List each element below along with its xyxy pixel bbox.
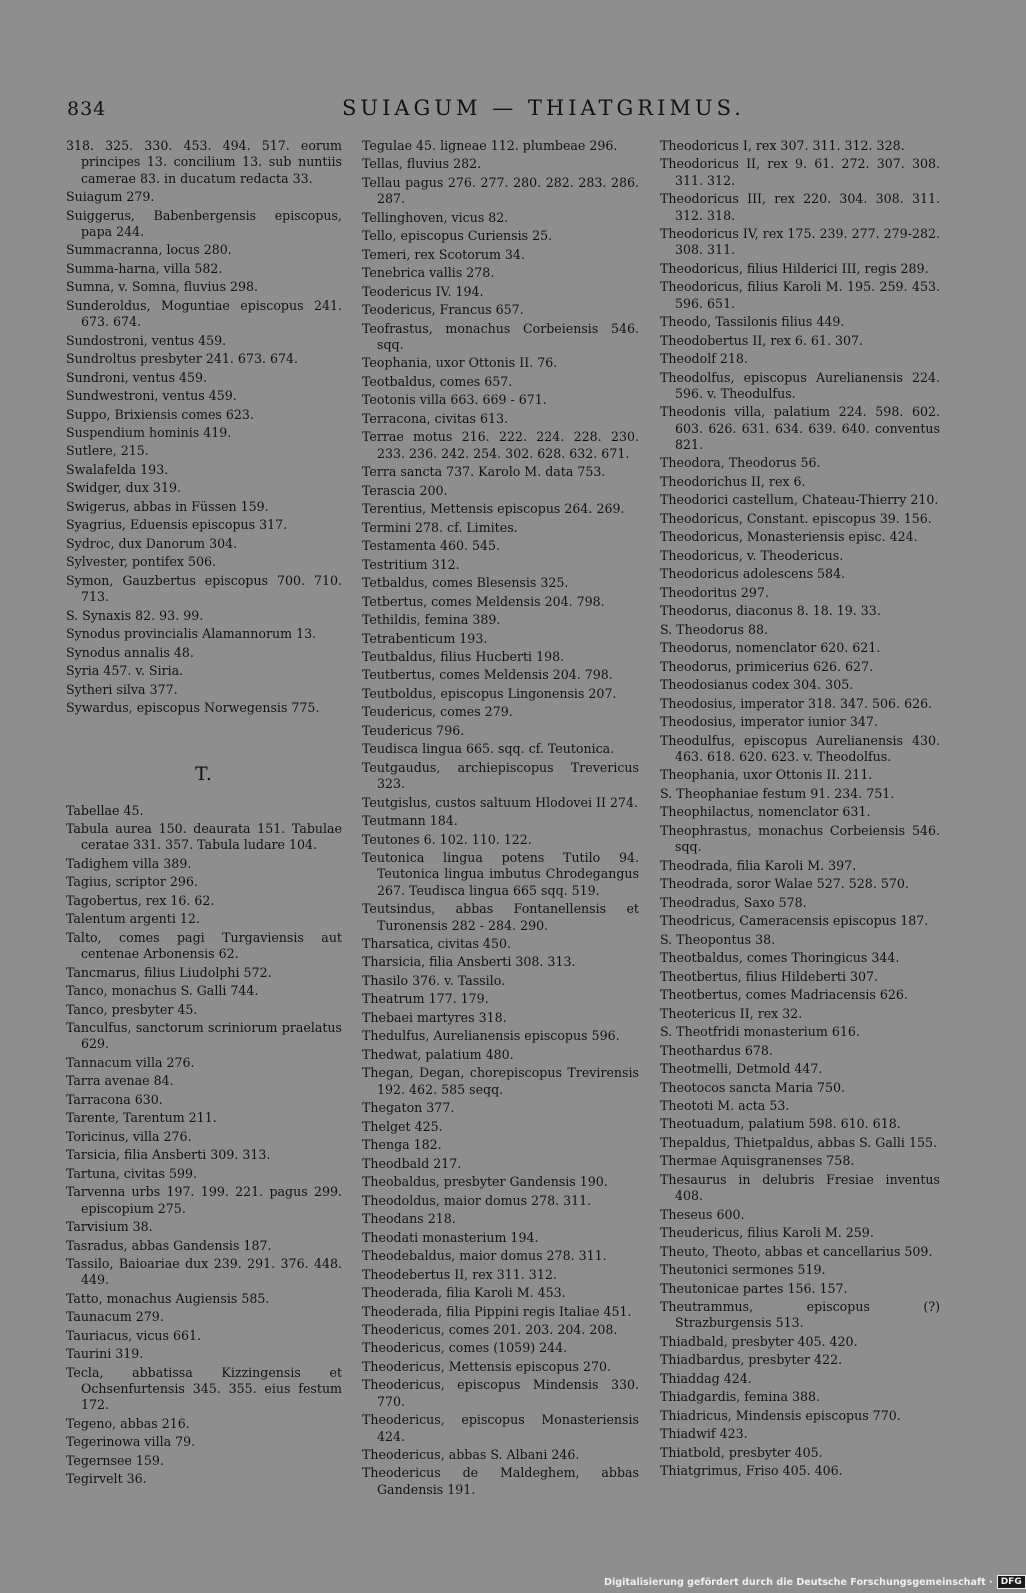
index-entry: Thiadgardis, femina 388.	[660, 1389, 821, 1405]
index-entry: Theodericus, episcopus Monasteriensis 424.	[362, 1412, 639, 1444]
index-entry: Tecla, abbatissa Kizzingensis et Ochsenfurtensis 345. 355. eius festum 172.	[66, 1364, 342, 1413]
index-entry: Theodebertus II, rex 311. 312.	[362, 1266, 557, 1282]
index-entry: Tegeno, abbas 216.	[66, 1415, 190, 1431]
index-entry: Theodrada, soror Walae 527. 528. 570.	[660, 876, 909, 892]
index-entry: Thermae Aquisgranenses 758.	[660, 1153, 855, 1169]
index-entry: Theodora, Theodorus 56.	[660, 455, 821, 471]
index-entry: Thedulfus, Aurelianensis episcopus 596.	[362, 1028, 620, 1044]
index-entry: Thegaton 377.	[362, 1100, 455, 1116]
index-entry: Teophania, uxor Ottonis II. 76.	[362, 355, 558, 371]
index-entry: Theodericus, comes 201. 203. 204. 208.	[362, 1321, 618, 1337]
index-entry: Thesaurus in delubris Fresiae inventus 408.	[660, 1171, 940, 1204]
footer-credit: Digitalisierung gefördert durch die Deutsche Forschungsgemeinschaft ·	[604, 1576, 993, 1588]
index-entry: Theodoritus 297.	[660, 584, 769, 600]
index-entry: Talto, comes pagi Turgaviensis aut centenae Arbonensis 62.	[66, 929, 342, 962]
index-entry: Theutonici sermones 519.	[660, 1262, 826, 1278]
index-entry: Teutbaldus, filius Hucberti 198.	[362, 649, 565, 664]
index-entry: Teutsindus, abbas Fontanellensis et Turonensis 282 - 284. 290.	[362, 901, 639, 933]
index-entry: Theotocos sancta Maria 750.	[660, 1079, 846, 1095]
index-entry: Sylvester, pontifex 506.	[66, 554, 217, 570]
index-entry: Theodoricus I, rex 307. 311. 312. 328.	[660, 138, 905, 153]
index-entry: Theophania, uxor Ottonis II. 211.	[660, 767, 873, 783]
index-entry: Sundostroni, ventus 459.	[66, 332, 227, 348]
index-entry: Theodoricus, filius Karoli M. 195. 259. 453. 596. 651.	[660, 279, 940, 311]
index-entry: Theutonicae partes 156. 157.	[660, 1280, 848, 1296]
index-entry: Theatrum 177. 179.	[362, 991, 489, 1007]
index-entry: Tegulae 45. ligneae 112. plumbeae 296.	[362, 138, 618, 153]
index-entry: S. Theophaniae festum 91. 234. 751.	[660, 785, 895, 801]
index-entry: 318. 325. 330. 453. 494. 517. eorum principes 13. concilium 13. sub nuntiis camerae 83. in ducatum redacta 33.	[66, 138, 342, 186]
index-entry: Teotbaldus, comes 657.	[362, 373, 513, 389]
index-entry: Theophrastus, monachus Corbeiensis 546. sqq.	[660, 822, 940, 855]
index-entry: Tabula aurea 150. deaurata 151. Tabulae ceratae 331. 357. Tabula ludare 104.	[66, 821, 342, 853]
index-entry: Theotmelli, Detmold 447.	[660, 1061, 823, 1077]
index-entry: Teutboldus, episcopus Lingonensis 207.	[362, 685, 617, 701]
index-entry: Teofrastus, monachus Corbeiensis 546. sqq.	[362, 320, 639, 352]
index-entry: Theodolf 218.	[660, 351, 748, 367]
index-entry: Teodericus, Francus 657.	[362, 302, 524, 318]
index-entry: Sytheri silva 377.	[66, 681, 178, 697]
index-entry: Thiaddag 424.	[660, 1370, 752, 1386]
index-entry: Tartuna, civitas 599.	[66, 1165, 198, 1181]
index-entry: Theodericus, comes (1059) 244.	[362, 1340, 568, 1356]
index-entry: Theodoricus IV, rex 175. 239. 277. 279-282. 308. 311.	[660, 226, 940, 258]
index-entry: Teutmann 184.	[362, 813, 458, 829]
index-entry: Tetbaldus, comes Blesensis 325.	[362, 575, 569, 591]
index-entry: Theotbertus, comes Madriacensis 626.	[660, 987, 908, 1003]
index-entry: Tanco, monachus S. Galli 744.	[66, 983, 259, 999]
index-entry: Theseus 600.	[660, 1206, 745, 1222]
index-column-1	[66, 138, 342, 1490]
index-entry: Tetrabenticum 193.	[362, 630, 488, 646]
index-entry: Testritium 312.	[362, 556, 460, 572]
index-entry: Synodus annalis 48.	[66, 644, 194, 660]
index-entry: Tharsatica, civitas 450.	[362, 936, 511, 951]
index-entry: Termini 278. cf. Limites.	[362, 519, 518, 535]
index-entry: Tello, episcopus Curiensis 25.	[362, 228, 553, 244]
index-entries-t	[66, 803, 342, 1488]
index-entry: Theodulfus, episcopus Aurelianensis 430. 463. 618. 620. 623. v. Theodolfus.	[660, 732, 940, 764]
index-entry: Teutbertus, comes Meldensis 204. 798.	[362, 667, 613, 683]
index-entry: Theodrada, filia Karoli M. 397.	[660, 857, 857, 873]
index-entry: Tatto, monachus Augiensis 585.	[66, 1290, 270, 1306]
index-entry: Talentum argenti 12.	[66, 911, 200, 927]
index-entry: Theodorus, nomenclator 620. 621.	[660, 640, 881, 656]
index-entry: Theodricus, Cameracensis episcopus 187.	[660, 913, 929, 929]
index-entry: Theoderada, filia Pippini regis Italiae 451.	[362, 1303, 632, 1319]
index-entry: Theotuadum, palatium 598. 610. 618.	[660, 1116, 901, 1132]
index-entry: Syagrius, Eduensis episcopus 317.	[66, 517, 288, 533]
index-entry: Teutgislus, custos saltuum Hlodovei II 274.	[362, 794, 638, 810]
index-entry: Thiatbold, presbyter 405.	[660, 1444, 823, 1460]
index-entry: Teutonica lingua potens Tutilo 94. Teutonica lingua imbutus Chrodegangus 267. Teudisca lingua 665 sqq. 519.	[362, 850, 639, 898]
index-entry: Theodoricus, Constant. episcopus 39. 156.	[660, 510, 932, 526]
index-entry: Theoderada, filia Karoli M. 453.	[362, 1285, 566, 1301]
index-entry: Tadighem villa 389.	[66, 855, 192, 871]
page-number: 834	[67, 98, 107, 120]
index-entry: Suiagum 279.	[66, 189, 155, 205]
index-entry: Thiadricus, Mindensis episcopus 770.	[660, 1407, 901, 1423]
index-entry: Theotbaldus, comes Thoringicus 344.	[660, 950, 900, 966]
index-entry: S. Theopontus 38.	[660, 931, 776, 947]
index-entry: Thasilo 376. v. Tassilo.	[362, 972, 506, 988]
index-entries	[362, 138, 639, 1498]
index-entry: Theodosianus codex 304. 305.	[660, 677, 854, 693]
index-entry: Tarvenna urbs 197. 199. 221. pagus 299. episcopium 275.	[66, 1184, 342, 1216]
index-entry: S. Synaxis 82. 93. 99.	[66, 607, 204, 623]
index-entry: Tagobertus, rex 16. 62.	[66, 892, 215, 908]
index-entry: Theotbertus, filius Hildeberti 307.	[660, 968, 879, 984]
index-entry: Theodonis villa, palatium 224. 598. 602. 603. 626. 631. 634. 639. 640. conventus 821.	[660, 404, 940, 452]
index-entry: Thedwat, palatium 480.	[362, 1046, 514, 1062]
index-entry: Thelget 425.	[362, 1118, 443, 1134]
index-entry: Theodoricus II, rex 9. 61. 272. 307. 308. 311. 312.	[660, 156, 940, 188]
index-entry: S. Theodorus 88.	[660, 621, 768, 637]
index-entry: Thiadbardus, presbyter 422.	[660, 1352, 843, 1368]
index-entry: Theutrammus, episcopus (?) Strazburgensis 513.	[660, 1299, 940, 1331]
index-entry: Theodorus, primicerius 626. 627.	[660, 658, 874, 674]
index-entry: Tellinghoven, vicus 82.	[362, 209, 509, 225]
index-entry: Tancmarus, filius Liudolphi 572.	[66, 964, 272, 980]
index-entry: Tegerinowa villa 79.	[66, 1434, 196, 1450]
index-entry: Sutlere, 215.	[66, 443, 149, 459]
index-entry: Thiadwif 423.	[660, 1426, 748, 1442]
index-entry: Teutgaudus, archiepiscopus Trevericus 323.	[362, 759, 639, 792]
index-entry: Theodobertus II, rex 6. 61. 307.	[660, 332, 863, 348]
index-entry: Theotericus II, rex 32.	[660, 1005, 803, 1021]
index-entry: Theodoricus, v. Theodericus.	[660, 547, 844, 563]
index-entry: Tassilo, Baioariae dux 239. 291. 376. 448. 449.	[66, 1256, 342, 1288]
index-entry: Terra sancta 737. Karolo M. data 753.	[362, 464, 606, 480]
index-entry: Thiadbald, presbyter 405. 420.	[660, 1333, 858, 1349]
index-entry: Theodbald 217.	[362, 1155, 462, 1171]
index-entry: Suiggerus, Babenbergensis episcopus, papa 244.	[66, 207, 342, 239]
index-entry: Terrae motus 216. 222. 224. 228. 230. 233. 236. 242. 254. 302. 628. 632. 671.	[362, 429, 639, 461]
index-entry: Synodus provincialis Alamannorum 13.	[66, 626, 317, 642]
index-entry: Symon, Gauzbertus episcopus 700. 710. 713.	[66, 572, 342, 605]
index-entry: Thenga 182.	[362, 1137, 442, 1153]
index-column-2	[362, 138, 639, 1500]
index-column-3	[660, 138, 940, 1482]
index-entry: Tarsicia, filia Ansberti 309. 313.	[66, 1147, 271, 1163]
index-entry: Thebaei martyres 318.	[362, 1009, 507, 1025]
index-entry: Thegan, Degan, chorepiscopus Trevirensis 192. 462. 585 seqq.	[362, 1065, 639, 1097]
footer	[604, 1575, 1026, 1589]
index-entry: Sundroni, ventus 459.	[66, 369, 208, 385]
index-entry: Tellau pagus 276. 277. 280. 282. 283. 286. 287.	[362, 174, 639, 207]
index-entry: Tetbertus, comes Meldensis 204. 798.	[362, 593, 605, 609]
index-entry: Tegernsee 159.	[66, 1452, 164, 1468]
index-entry: Sundroltus presbyter 241. 673. 674.	[66, 351, 299, 367]
index-entry: Theudericus, filius Karoli M. 259.	[660, 1225, 874, 1241]
index-entry: Theodolfus, episcopus Aurelianensis 224. 596. v. Theodulfus.	[660, 369, 940, 401]
index-entry: Theophilactus, nomenclator 631.	[660, 804, 871, 820]
index-entry: Suppo, Brixiensis comes 623.	[66, 406, 254, 422]
index-entry: Sumna, v. Somna, fluvius 298.	[66, 279, 258, 295]
index-entry: Tellas, fluvius 282.	[362, 156, 482, 172]
index-entry: Theothardus 678.	[660, 1042, 773, 1058]
index-entry: Tegirvelt 36.	[66, 1471, 147, 1487]
index-entry: Thepaldus, Thietpaldus, abbas S. Galli 155.	[660, 1134, 937, 1150]
index-entry: Theodosius, imperator 318. 347. 506. 626.	[660, 695, 933, 711]
index-entry: Testamenta 460. 545.	[362, 538, 501, 554]
index-entry: Tarracona 630.	[66, 1091, 163, 1107]
index-entry: Tasradus, abbas Gandensis 187.	[66, 1237, 272, 1253]
index-entry: Swidger, dux 319.	[66, 480, 181, 496]
index-entry: Theodorici castellum, Chateau-Thierry 210.	[660, 492, 939, 508]
index-entry: Tarra avenae 84.	[66, 1073, 174, 1089]
index-entry: Theodericus, Mettensis episcopus 270.	[362, 1358, 612, 1374]
index-entry: Tagius, scriptor 296.	[66, 874, 198, 890]
index-entry: Teudisca lingua 665. sqq. cf. Teutonica.	[362, 741, 615, 757]
index-entry: Swigerus, abbas in Füssen 159.	[66, 498, 269, 514]
index-entry: Tauriacus, vicus 661.	[66, 1327, 202, 1343]
index-entries	[660, 138, 940, 1480]
index-entry: Tanculfus, sanctorum scriniorum praelatus 629.	[66, 1020, 342, 1052]
index-entry: Theodericus, episcopus Mindensis 330. 770.	[362, 1377, 639, 1409]
index-entry: Theodati monasterium 194.	[362, 1229, 539, 1245]
index-entry: Summacranna, locus 280.	[66, 242, 232, 258]
index-entry: Theodans 218.	[362, 1211, 456, 1227]
index-entry: Taurini 319.	[66, 1346, 144, 1362]
index-entry: Teotonis villa 663. 669 - 671.	[362, 392, 547, 408]
index-entry: Tethildis, femina 389.	[362, 612, 501, 628]
index-entry: Theodo, Tassilonis filius 449.	[660, 314, 845, 330]
index-entry: Theodorichus II, rex 6.	[660, 473, 806, 489]
index-entry: Teutones 6. 102. 110. 122.	[362, 831, 532, 847]
index-entry: Tabellae 45.	[66, 802, 144, 818]
index-entry: Theodoldus, maior domus 278. 311.	[362, 1192, 592, 1208]
index-entry: Theodoricus III, rex 220. 304. 308. 311. 312. 318.	[660, 191, 940, 223]
index-entry: Tarente, Tarentum 211.	[66, 1110, 217, 1126]
index-entry: Syria 457. v. Siria.	[66, 663, 184, 679]
index-entry: Toricinus, villa 276.	[66, 1128, 192, 1144]
index-entry: Taunacum 279.	[66, 1309, 164, 1325]
index-entry: Sydroc, dux Danorum 304.	[66, 535, 238, 551]
index-entry: Temeri, rex Scotorum 34.	[362, 246, 525, 262]
index-entry: Swalafelda 193.	[66, 461, 169, 477]
index-entry: Theobaldus, presbyter Gandensis 190.	[362, 1174, 608, 1190]
index-entry: Sywardus, episcopus Norwegensis 775.	[66, 700, 320, 716]
index-entry: Tharsicia, filia Ansberti 308. 313.	[362, 954, 576, 970]
index-entry: Sunderoldus, Moguntiae episcopus 241. 673. 674.	[66, 297, 342, 330]
index-entry: Teudericus, comes 279.	[362, 704, 513, 720]
index-entry: Tanco, presbyter 45.	[66, 1001, 198, 1017]
index-entry: Theodoricus adolescens 584.	[660, 566, 846, 582]
index-entry: Teudericus 796.	[362, 722, 465, 738]
running-head: SUIAGUM — THIATGRIMUS.	[342, 96, 745, 120]
index-entry: Terentius, Mettensis episcopus 264. 269.	[362, 501, 625, 517]
index-entry: Tarvisium 38.	[66, 1219, 153, 1235]
index-entry: S. Theotfridi monasterium 616.	[660, 1024, 860, 1040]
index-entry: Thiatgrimus, Friso 405. 406.	[660, 1463, 843, 1479]
index-entry: Theodebaldus, maior domus 278. 311.	[362, 1248, 607, 1264]
index-entry: Summa-harna, villa 582.	[66, 260, 223, 276]
index-entry: Theodericus, abbas S. Albani 246.	[362, 1447, 580, 1462]
index-entry: Sundwestroni, ventus 459.	[66, 388, 237, 404]
index-entry: Terracona, civitas 613.	[362, 410, 508, 426]
index-entry: Tenebrica vallis 278.	[362, 265, 495, 281]
index-entry: Theodoricus, filius Hilderici III, regis 289.	[660, 260, 929, 276]
section-letter: T.	[195, 763, 213, 786]
index-entry: Teodericus IV. 194.	[362, 283, 484, 299]
index-entry: Theodradus, Saxo 578.	[660, 894, 807, 910]
index-entry: Theodosius, imperator iunior 347.	[660, 714, 878, 730]
index-entry: Theuto, Theoto, abbas et cancellarius 509.	[660, 1243, 933, 1259]
index-entry: Suspendium hominis 419.	[66, 425, 232, 440]
dfg-logo: DFG	[997, 1575, 1026, 1589]
index-entry: Theodericus de Maldeghem, abbas Gandensis 191.	[362, 1465, 639, 1497]
index-entries-s	[66, 138, 342, 716]
index-entry: Theodorus, diaconus 8. 18. 19. 33.	[660, 603, 881, 619]
index-entry: Theototi M. acta 53.	[660, 1097, 790, 1113]
index-entry: Terascia 200.	[362, 482, 448, 498]
index-entry: Tannacum villa 276.	[66, 1054, 195, 1070]
index-entry: Theodoricus, Monasteriensis episc. 424.	[660, 529, 918, 545]
